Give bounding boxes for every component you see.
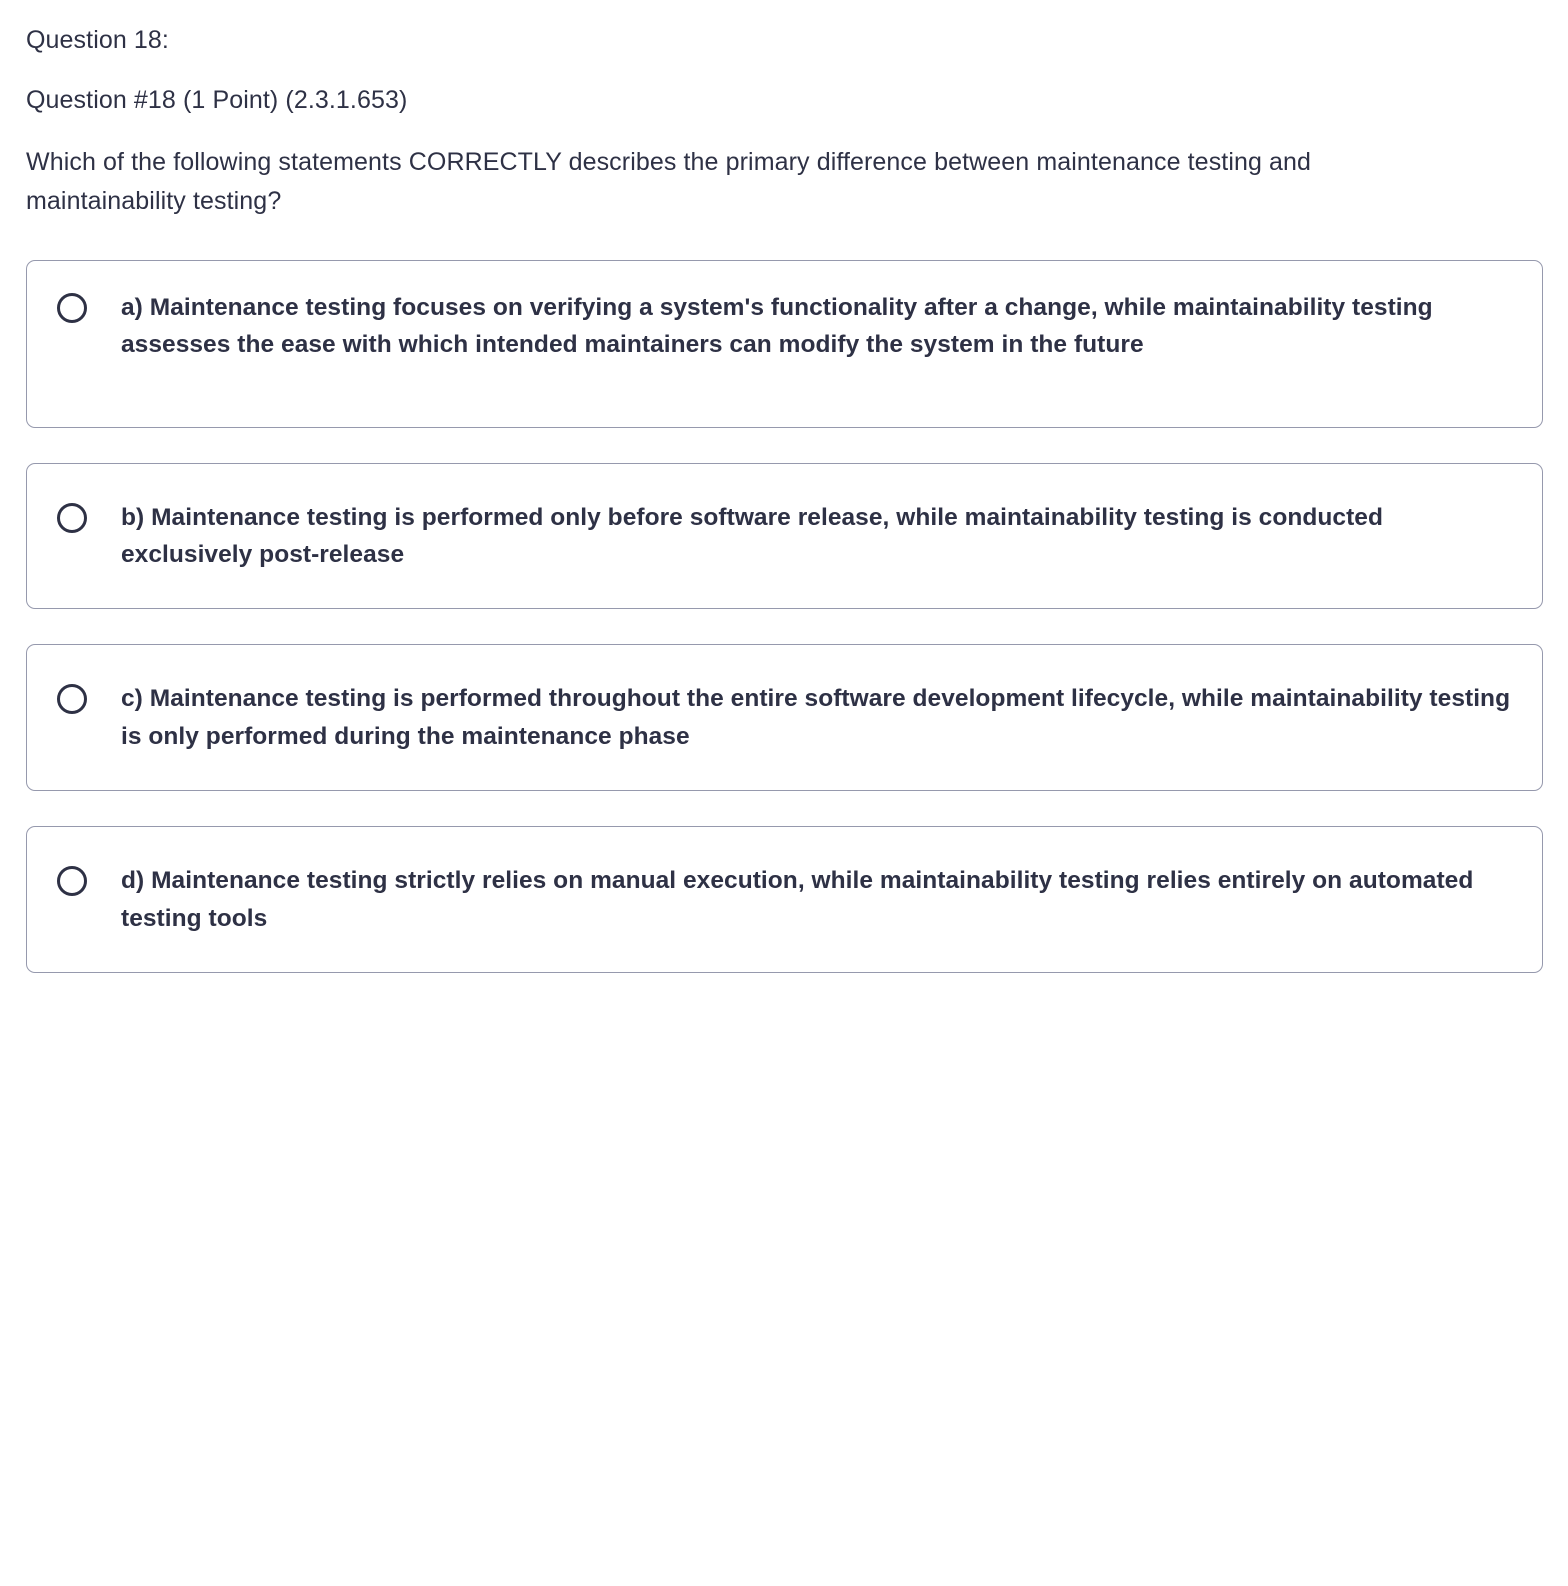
answer-option-b[interactable] [26, 463, 1543, 610]
answer-option-a[interactable] [26, 260, 1543, 428]
radio-button-icon-b[interactable] [57, 503, 87, 533]
answer-option-d-label: d) Maintenance testing strictly relies on manual execution, while maintainability testing relies entirely on automated testing tools [121, 867, 1474, 932]
question-header [0, 0, 1568, 222]
answer-option-a-label: a) Maintenance testing focuses on verifying a system's functionality after a change, while maintainability testing assesses the ease with which intended maintainers can modify the system in the future [121, 293, 1433, 358]
answer-option-c[interactable] [26, 644, 1543, 791]
question-number-label: Question 18: [26, 26, 169, 54]
answer-options-list [0, 260, 1568, 974]
question-stem-text: Which of the following statements CORRECTLY describes the primary difference between maintenance testing and maintainability testing? [26, 147, 1312, 215]
answer-option-c-label: c) Maintenance testing is performed throughout the entire software development lifecycle, while maintainability testing is only performed during the maintenance phase [121, 685, 1511, 750]
question-meta-line: Question #18 (1 Point) (2.3.1.653) [26, 86, 408, 115]
radio-button-icon-c[interactable] [57, 684, 87, 714]
answer-option-b-label: b) Maintenance testing is performed only before software release, while maintainability testing is conducted exclusively post-release [121, 503, 1383, 568]
radio-button-icon-a[interactable] [57, 293, 87, 323]
radio-button-icon-d[interactable] [57, 866, 87, 896]
answer-option-d[interactable] [26, 826, 1543, 973]
